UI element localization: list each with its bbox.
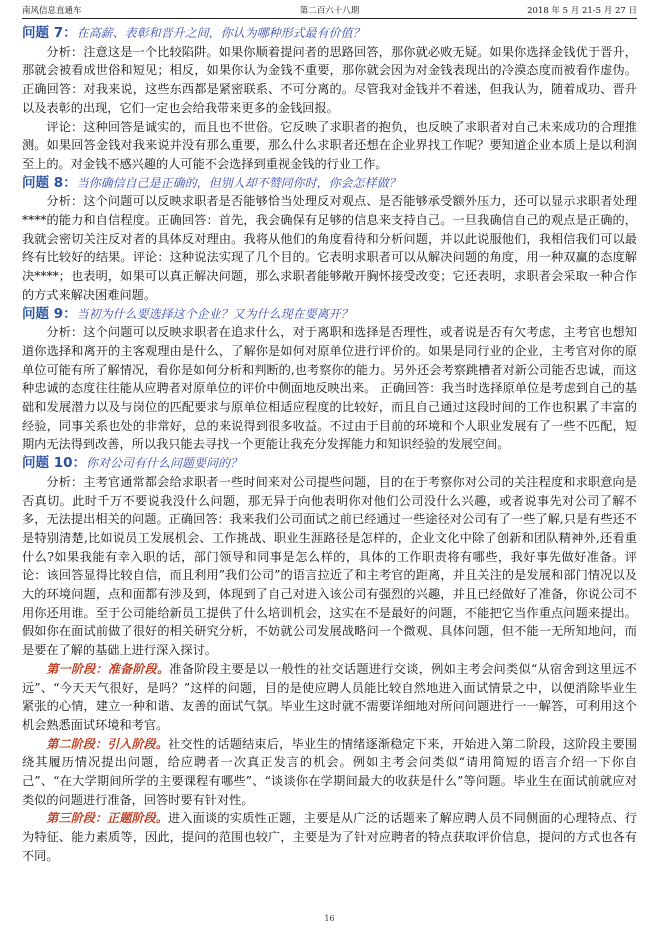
question-7-analysis: 分析：注意这是一个比较陷阱。如果你顺着提问者的思路回答，那你就必败无疑。如果你选择金钱优于晋升，那就会被看成世俗和短见；相反，如果你认为金钱不重要，那你就会因为对金钱表现出的冷漠态度而被看作虚伪。 正确回答：对我来说，这些东西都是紧密联系、不可分离的。尽管我对金钱并不着迷，但我认为，随着成功、晋升以及表彰的出现，它们一定也会给我带来更多的金钱回报。 bbox=[22, 44, 637, 115]
stage-2-text: 社交性的话题结束后，毕业生的情绪逐渐稳定下来，开始进入第二阶段，这阶段主要围绕其履历情况提出问题，给应聘者一次真正发言的机会。例如主考会问类似“请用简短的语言介绍一下你自己”、“在大学期间所学的主要课程有哪些”、“谈谈你在学期间最大的收获是什么”等问题。毕业生在面试前就应对类似的问题进行准备，回答时要有针对性。 bbox=[22, 736, 637, 807]
header-issue-number: 第二百六十八期 bbox=[299, 6, 360, 16]
page-header bbox=[22, 4, 637, 19]
header-date-range: 2018 年 5 月 21-5 月 27 日 bbox=[527, 6, 637, 16]
stage-1-paragraph bbox=[22, 660, 637, 735]
question-7-comment: 评论：这种回答是诚实的，而且也不世俗。它反映了求职者的抱负，也反映了求职者对自己未来成功的合理推测。如果回答金钱对我来说并没有那么重要，那么什么求职者还想在企业界找工作呢？要知道企业本质上是以利润至上的。对金钱不感兴趣的人可能不会选择到重视金钱的行业工作。 bbox=[22, 119, 637, 171]
question-8-heading bbox=[22, 174, 637, 193]
stage-3-paragraph bbox=[22, 809, 637, 865]
stage-3-text: 进入面谈的实质性正题，主要是从广泛的话题来了解应聘人员不同侧面的心理特点、行为特征、能力素质等，因此，提问的范围也较广，主要是为了针对应聘者的特点获取评价信息，提问的方式也各有不同。 bbox=[22, 811, 637, 863]
question-9-heading bbox=[22, 305, 637, 324]
question-8-analysis: 分析：这个问题可以反映求职者是否能够恰当处理反对观点、是否能够承受额外压力，还可以显示求职者处理****的能力和自信程度。正确回答：首先，我会确保有足够的信息来支持自己。一旦我确信自己的观点是正确的，我就会密切关注反对者的具体反对理由。我将从他们的角度看待和分析问题，并以此说服他们，我相信我们可以最终有比较好的结果。评论：这种说法实现了几个目的。它表明求职者可以从解决问题的角度，用一种双赢的态度解决****；也表明，如果可以真正解决问题，那么求职者能够敞开胸怀接受改变；它还表明，求职者会采取一种合作的方式来解决困难问题。 bbox=[22, 194, 637, 302]
stage-2-paragraph bbox=[22, 735, 637, 810]
question-7-text: 在高薪、表彰和晋升之间，你认为哪种形式最有价值？ bbox=[76, 26, 365, 40]
question-10-label: 问题 10： bbox=[22, 455, 86, 472]
question-10-text: 你对公司有什么问题要问的？ bbox=[86, 456, 243, 471]
question-7-heading bbox=[22, 24, 637, 43]
question-10-heading bbox=[22, 454, 637, 473]
page-number: 16 bbox=[324, 914, 335, 923]
stage-1-label: 第一阶段：准备阶段。 bbox=[46, 661, 170, 676]
question-8-text: 当你确信自己是正确的，但别人却不赞同你时，你会怎样做？ bbox=[76, 175, 401, 190]
header-publication-name: 南风信息直通车 bbox=[22, 6, 82, 16]
stage-1-text: 准备阶段主要是以一般性的社交话题进行交谈，例如主考会问类似“从宿舍到这里远不远”、“今天天气很好，是吗？”这样的问题，目的是使应聘人员能比较自然地进入面试情景之中，以便消除毕业生紧张的心情，建立一种和谐、友善的面试气氛。毕业生这时就不需要详细地对所问问题进行一一解答，可利用这个机会熟悉面试环境和考官。 bbox=[22, 661, 637, 732]
question-7-label: 问题 7： bbox=[22, 25, 77, 41]
article-body bbox=[22, 24, 637, 866]
question-8-label: 问题 8： bbox=[22, 174, 77, 191]
question-9-analysis: 分析：这个问题可以反映求职者在追求什么，对于离职和选择是否理性，或者说是否有欠考虑，主考官也想知道你选择和离开的主客观理由是什么，了解你是如何对原单位进行评价的。如果是同行业的企业，主考官对你的原单位可能有所了解情况，看你是如何分析和判断的,也考察你的能力。另外还会考察跳槽者对新公司能否忠诚，而这种忠诚的态度往往能从应聘者对原单位的评价中侧面地反映出来。 正确回答：我当时选择原单位是考虑到自己的基础和发展潜力以及与岗位的匹配要求与原单位相适应程度的比较好，而且自己通过这段时间的工作也积累了丰富的经验，同事关系也处的非常好，总的来说得到很多收益。不过由于目前的环境和个人职业发展有了一些不匹配，短期内无法得到改善，所以我只能去寻找一个更能让我充分发挥能力和知识经验的发展空间。 bbox=[22, 325, 637, 452]
question-9-label: 问题 9： bbox=[22, 305, 77, 322]
question-10-analysis: 分析：主考官通常都会给求职者一些时间来对公司提些问题，目的在于考察你对公司的关注程度和求职意向是否真切。此时千万不要说我没什么问题，那无异于向他表明你对他们公司没什么兴趣，或者说事先对公司了解不多，无法提出相关的问题。正确回答：我来我们公司面试之前已经通过一些途径对公司有了一些了解,只是有些还不是特别清楚,比如说员工发展机会、工作挑战、职业生涯路径是怎样的，企业文化中除了创新和团队精神外,还看重什么?如果我能有幸入职的话，部门领导和同事是怎么样的，具体的工作职责将有哪些，我好事先做好准备。评论：该回答显得比较自信，而且利用”我们公司”的语言拉近了和主考官的距离，并且关注的是发展和部门情况以及大的环境问题，点和面都有涉及到，体现到了自己对进入该公司有强烈的兴趣，并且已经做好了准备，你说公司不用你还用谁。至于公司能给新员工提供了什么培训机会，这实在不是最好的问题，不能把它当作重点问题来提出。假如你在面试前做了很好的相关研究分析，不妨就公司发展战略问一个微观、具体问题，但不能一无所知地问，而是要在了解的基础上进行深入探讨。 bbox=[22, 474, 637, 658]
stage-2-label: 第二阶段：引入阶段。 bbox=[46, 736, 168, 751]
question-9-text: 当初为什么要选择这个企业？又为什么现在要离开？ bbox=[76, 306, 353, 321]
stage-3-label: 第三阶段：正题阶段。 bbox=[46, 811, 168, 826]
